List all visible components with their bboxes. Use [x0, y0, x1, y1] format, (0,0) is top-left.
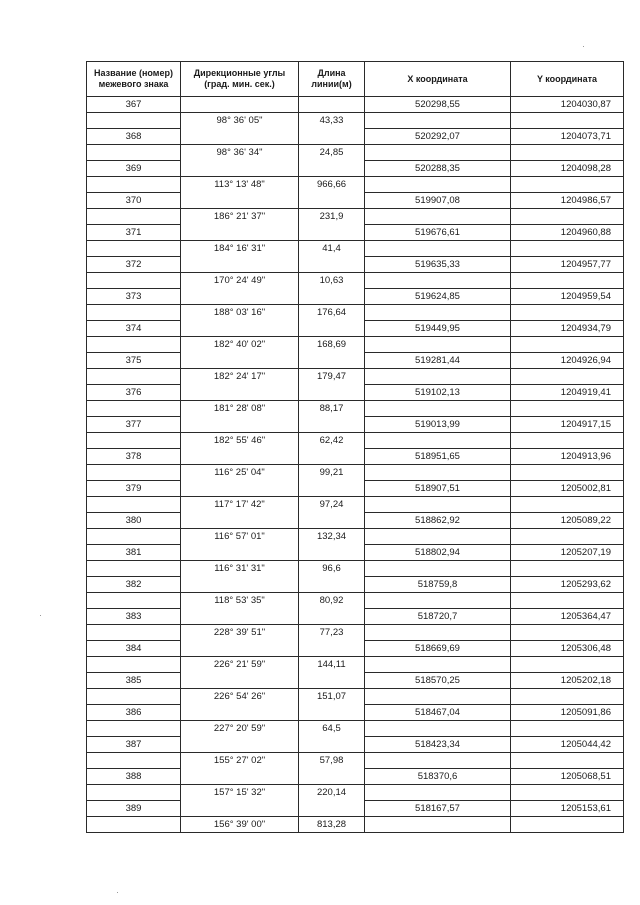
line-length-cell: 132,34 [299, 529, 365, 545]
bearing-angle-cell: 113° 13' 48" [181, 177, 299, 193]
point-row [87, 801, 624, 817]
line-length-cell: 231,9 [299, 209, 365, 225]
point-row [87, 545, 624, 561]
segment-row [87, 817, 624, 833]
y-coordinate-cell: 1205306,48 [511, 641, 624, 657]
empty-cell [87, 817, 181, 833]
x-coordinate-cell: 518167,57 [365, 801, 511, 817]
empty-cell [87, 369, 181, 385]
mark-name-cell: 374 [87, 321, 181, 337]
y-coordinate-cell: 1205002,81 [511, 481, 624, 497]
empty-cell [87, 529, 181, 545]
y-coordinate-cell: 1204098,28 [511, 161, 624, 177]
line-length-cell: 813,28 [299, 817, 365, 833]
bearing-angle-cell: 227° 20' 59" [181, 721, 299, 737]
scan-speck [40, 615, 41, 616]
y-coordinate-cell: 1205364,47 [511, 609, 624, 625]
empty-cell [299, 417, 365, 433]
header-y-coordinate: Y координата [511, 62, 624, 97]
empty-cell [511, 241, 624, 257]
segment-row [87, 241, 624, 257]
empty-cell [365, 177, 511, 193]
line-length-cell: 62,42 [299, 433, 365, 449]
point-row [87, 289, 624, 305]
line-length-cell: 96,6 [299, 561, 365, 577]
empty-cell [181, 801, 299, 817]
y-coordinate-cell: 1205202,18 [511, 673, 624, 689]
point-row [87, 449, 624, 465]
mark-name-cell: 387 [87, 737, 181, 753]
empty-cell [511, 369, 624, 385]
empty-cell [299, 545, 365, 561]
empty-cell [87, 273, 181, 289]
bearing-angle-cell: 188° 03' 16" [181, 305, 299, 321]
empty-cell [365, 465, 511, 481]
mark-name-cell: 373 [87, 289, 181, 305]
empty-cell [181, 257, 299, 273]
empty-cell [365, 593, 511, 609]
y-coordinate-cell: 1205068,51 [511, 769, 624, 785]
mark-name-cell: 381 [87, 545, 181, 561]
empty-cell [87, 465, 181, 481]
point-row [87, 129, 624, 145]
table-header [87, 62, 624, 97]
segment-row [87, 113, 624, 129]
empty-cell [365, 369, 511, 385]
point-row [87, 161, 624, 177]
empty-cell [299, 193, 365, 209]
line-length-cell: 43,33 [299, 113, 365, 129]
empty-cell [365, 401, 511, 417]
x-coordinate-cell: 518570,25 [365, 673, 511, 689]
line-length-cell: 179,47 [299, 369, 365, 385]
y-coordinate-cell: 1205153,61 [511, 801, 624, 817]
x-coordinate-cell: 518669,69 [365, 641, 511, 657]
line-length-cell: 168,69 [299, 337, 365, 353]
empty-cell [365, 113, 511, 129]
empty-cell [87, 721, 181, 737]
point-row [87, 737, 624, 753]
empty-cell [299, 641, 365, 657]
empty-cell [87, 145, 181, 161]
empty-cell [511, 433, 624, 449]
empty-cell [511, 625, 624, 641]
empty-cell [511, 561, 624, 577]
empty-cell [365, 241, 511, 257]
point-row [87, 225, 624, 241]
empty-cell [299, 321, 365, 337]
segment-row [87, 753, 624, 769]
empty-cell [181, 289, 299, 305]
empty-cell [181, 705, 299, 721]
empty-cell [511, 177, 624, 193]
x-coordinate-cell: 520288,35 [365, 161, 511, 177]
segment-row [87, 177, 624, 193]
empty-cell [181, 545, 299, 561]
mark-name-cell: 384 [87, 641, 181, 657]
segment-row [87, 561, 624, 577]
empty-cell [299, 385, 365, 401]
empty-cell [511, 785, 624, 801]
empty-cell [181, 417, 299, 433]
bearing-angle-cell: 116° 57' 01" [181, 529, 299, 545]
point-row [87, 385, 624, 401]
empty-cell [365, 721, 511, 737]
x-coordinate-cell: 519281,44 [365, 353, 511, 369]
empty-cell [87, 401, 181, 417]
empty-cell [511, 145, 624, 161]
line-length-cell: 966,66 [299, 177, 365, 193]
empty-cell [87, 561, 181, 577]
header-mark-name: Название (номер) межевого знака [87, 62, 181, 97]
bearing-angle-cell: 226° 21' 59" [181, 657, 299, 673]
x-coordinate-cell: 518907,51 [365, 481, 511, 497]
point-row [87, 513, 624, 529]
bearing-angle-cell: 157° 15' 32" [181, 785, 299, 801]
y-coordinate-cell: 1205089,22 [511, 513, 624, 529]
line-length-cell: 41,4 [299, 241, 365, 257]
bearing-angle-cell: 156° 39' 00" [181, 817, 299, 833]
empty-cell [87, 625, 181, 641]
empty-cell [181, 385, 299, 401]
empty-cell [365, 785, 511, 801]
empty-cell [299, 577, 365, 593]
empty-cell [511, 529, 624, 545]
empty-cell [299, 801, 365, 817]
empty-cell [511, 209, 624, 225]
line-length-cell: 77,23 [299, 625, 365, 641]
line-length-cell: 151,07 [299, 689, 365, 705]
x-coordinate-cell: 520292,07 [365, 129, 511, 145]
empty-cell [87, 241, 181, 257]
empty-cell [299, 97, 365, 113]
bearing-angle-cell: 98° 36' 34" [181, 145, 299, 161]
y-coordinate-cell: 1204073,71 [511, 129, 624, 145]
segment-row [87, 337, 624, 353]
bearing-angle-cell: 186° 21' 37" [181, 209, 299, 225]
empty-cell [365, 337, 511, 353]
empty-cell [181, 737, 299, 753]
mark-name-cell: 368 [87, 129, 181, 145]
empty-cell [511, 465, 624, 481]
mark-name-cell: 383 [87, 609, 181, 625]
bearing-angle-cell: 182° 24' 17" [181, 369, 299, 385]
x-coordinate-cell: 518423,34 [365, 737, 511, 753]
empty-cell [365, 657, 511, 673]
segment-row [87, 625, 624, 641]
point-row [87, 417, 624, 433]
y-coordinate-cell: 1204934,79 [511, 321, 624, 337]
mark-name-cell: 377 [87, 417, 181, 433]
point-row [87, 673, 624, 689]
empty-cell [365, 817, 511, 833]
line-length-cell: 99,21 [299, 465, 365, 481]
empty-cell [87, 113, 181, 129]
bearing-angle-cell: 226° 54' 26" [181, 689, 299, 705]
empty-cell [511, 657, 624, 673]
empty-cell [181, 97, 299, 113]
x-coordinate-cell: 520298,55 [365, 97, 511, 113]
line-length-cell: 80,92 [299, 593, 365, 609]
bearing-angle-cell: 116° 25' 04" [181, 465, 299, 481]
empty-cell [181, 193, 299, 209]
empty-cell [365, 433, 511, 449]
point-row [87, 609, 624, 625]
point-row [87, 97, 624, 113]
empty-cell [299, 737, 365, 753]
y-coordinate-cell: 1205091,86 [511, 705, 624, 721]
empty-cell [299, 705, 365, 721]
empty-cell [299, 449, 365, 465]
x-coordinate-cell: 519676,61 [365, 225, 511, 241]
segment-row [87, 209, 624, 225]
empty-cell [181, 577, 299, 593]
x-coordinate-cell: 518370,6 [365, 769, 511, 785]
empty-cell [181, 769, 299, 785]
mark-name-cell: 370 [87, 193, 181, 209]
empty-cell [365, 753, 511, 769]
y-coordinate-cell: 1204917,15 [511, 417, 624, 433]
bearing-angle-cell: 170° 24' 49" [181, 273, 299, 289]
empty-cell [181, 481, 299, 497]
mark-name-cell: 376 [87, 385, 181, 401]
empty-cell [511, 113, 624, 129]
empty-cell [511, 753, 624, 769]
x-coordinate-cell: 519013,99 [365, 417, 511, 433]
y-coordinate-cell: 1204960,88 [511, 225, 624, 241]
mark-name-cell: 379 [87, 481, 181, 497]
point-row [87, 353, 624, 369]
bearing-angle-cell: 181° 28' 08" [181, 401, 299, 417]
y-coordinate-cell: 1205293,62 [511, 577, 624, 593]
empty-cell [87, 593, 181, 609]
point-row [87, 481, 624, 497]
bearing-angle-cell: 117° 17' 42" [181, 497, 299, 513]
line-length-cell: 176,64 [299, 305, 365, 321]
mark-name-cell: 385 [87, 673, 181, 689]
empty-cell [365, 209, 511, 225]
empty-cell [365, 561, 511, 577]
x-coordinate-cell: 518802,94 [365, 545, 511, 561]
header-line-length: Длина линии(м) [299, 62, 365, 97]
point-row [87, 641, 624, 657]
empty-cell [87, 433, 181, 449]
empty-cell [299, 289, 365, 305]
empty-cell [299, 673, 365, 689]
empty-cell [511, 305, 624, 321]
y-coordinate-cell: 1204957,77 [511, 257, 624, 273]
empty-cell [87, 753, 181, 769]
segment-row [87, 465, 624, 481]
empty-cell [511, 817, 624, 833]
line-length-cell: 220,14 [299, 785, 365, 801]
empty-cell [299, 769, 365, 785]
mark-name-cell: 375 [87, 353, 181, 369]
empty-cell [299, 353, 365, 369]
empty-cell [299, 129, 365, 145]
empty-cell [181, 353, 299, 369]
point-row [87, 193, 624, 209]
x-coordinate-cell: 519635,33 [365, 257, 511, 273]
empty-cell [181, 225, 299, 241]
y-coordinate-cell: 1204926,94 [511, 353, 624, 369]
empty-cell [181, 513, 299, 529]
x-coordinate-cell: 519449,95 [365, 321, 511, 337]
bearing-angle-cell: 118° 53' 35" [181, 593, 299, 609]
line-length-cell: 88,17 [299, 401, 365, 417]
empty-cell [181, 321, 299, 337]
x-coordinate-cell: 518467,04 [365, 705, 511, 721]
empty-cell [299, 225, 365, 241]
empty-cell [181, 161, 299, 177]
line-length-cell: 24,85 [299, 145, 365, 161]
empty-cell [181, 129, 299, 145]
y-coordinate-cell: 1205044,42 [511, 737, 624, 753]
empty-cell [181, 641, 299, 657]
point-row [87, 769, 624, 785]
line-length-cell: 97,24 [299, 497, 365, 513]
empty-cell [299, 609, 365, 625]
mark-name-cell: 378 [87, 449, 181, 465]
y-coordinate-cell: 1204986,57 [511, 193, 624, 209]
scan-speck [583, 46, 584, 47]
segment-row [87, 305, 624, 321]
mark-name-cell: 367 [87, 97, 181, 113]
mark-name-cell: 369 [87, 161, 181, 177]
bearing-angle-cell: 155° 27' 02" [181, 753, 299, 769]
empty-cell [87, 209, 181, 225]
empty-cell [365, 305, 511, 321]
empty-cell [511, 689, 624, 705]
bearing-angle-cell: 228° 39' 51" [181, 625, 299, 641]
y-coordinate-cell: 1204913,96 [511, 449, 624, 465]
mark-name-cell: 389 [87, 801, 181, 817]
mark-name-cell: 388 [87, 769, 181, 785]
empty-cell [299, 161, 365, 177]
segment-row [87, 433, 624, 449]
empty-cell [181, 609, 299, 625]
y-coordinate-cell: 1204959,54 [511, 289, 624, 305]
header-bearing-angle: Дирекционные углы (град. мин. сек.) [181, 62, 299, 97]
line-length-cell: 57,98 [299, 753, 365, 769]
empty-cell [365, 145, 511, 161]
empty-cell [511, 497, 624, 513]
empty-cell [299, 513, 365, 529]
empty-cell [87, 497, 181, 513]
x-coordinate-cell: 519624,85 [365, 289, 511, 305]
x-coordinate-cell: 518720,7 [365, 609, 511, 625]
point-row [87, 577, 624, 593]
empty-cell [87, 305, 181, 321]
empty-cell [299, 257, 365, 273]
empty-cell [87, 785, 181, 801]
empty-cell [511, 593, 624, 609]
x-coordinate-cell: 518759,8 [365, 577, 511, 593]
bearing-angle-cell: 184° 16' 31" [181, 241, 299, 257]
segment-row [87, 721, 624, 737]
bearing-angle-cell: 182° 40' 02" [181, 337, 299, 353]
segment-row [87, 401, 624, 417]
empty-cell [365, 625, 511, 641]
mark-name-cell: 382 [87, 577, 181, 593]
scan-speck [117, 892, 118, 893]
x-coordinate-cell: 519102,13 [365, 385, 511, 401]
segment-row [87, 273, 624, 289]
segment-row [87, 145, 624, 161]
bearing-angle-cell: 116° 31' 31" [181, 561, 299, 577]
table-body [87, 97, 624, 833]
header-x-coordinate: X координата [365, 62, 511, 97]
empty-cell [181, 449, 299, 465]
segment-row [87, 593, 624, 609]
bearing-angle-cell: 98° 36' 05" [181, 113, 299, 129]
empty-cell [87, 177, 181, 193]
mark-name-cell: 386 [87, 705, 181, 721]
y-coordinate-cell: 1205207,19 [511, 545, 624, 561]
x-coordinate-cell: 519907,08 [365, 193, 511, 209]
empty-cell [299, 481, 365, 497]
empty-cell [365, 273, 511, 289]
empty-cell [181, 673, 299, 689]
header-row [87, 62, 624, 97]
empty-cell [511, 721, 624, 737]
segment-row [87, 369, 624, 385]
segment-row [87, 657, 624, 673]
x-coordinate-cell: 518951,65 [365, 449, 511, 465]
empty-cell [87, 689, 181, 705]
x-coordinate-cell: 518862,92 [365, 513, 511, 529]
bearing-angle-cell: 182° 55' 46" [181, 433, 299, 449]
segment-row [87, 529, 624, 545]
empty-cell [511, 273, 624, 289]
point-row [87, 321, 624, 337]
segment-row [87, 785, 624, 801]
line-length-cell: 144,11 [299, 657, 365, 673]
empty-cell [365, 529, 511, 545]
y-coordinate-cell: 1204030,87 [511, 97, 624, 113]
point-row [87, 705, 624, 721]
empty-cell [87, 657, 181, 673]
line-length-cell: 10,63 [299, 273, 365, 289]
segment-row [87, 497, 624, 513]
mark-name-cell: 371 [87, 225, 181, 241]
empty-cell [365, 689, 511, 705]
line-length-cell: 64,5 [299, 721, 365, 737]
y-coordinate-cell: 1204919,41 [511, 385, 624, 401]
empty-cell [511, 401, 624, 417]
boundary-marks-table [86, 61, 624, 833]
empty-cell [365, 497, 511, 513]
point-row [87, 257, 624, 273]
segment-row [87, 689, 624, 705]
mark-name-cell: 372 [87, 257, 181, 273]
mark-name-cell: 380 [87, 513, 181, 529]
empty-cell [511, 337, 624, 353]
empty-cell [87, 337, 181, 353]
